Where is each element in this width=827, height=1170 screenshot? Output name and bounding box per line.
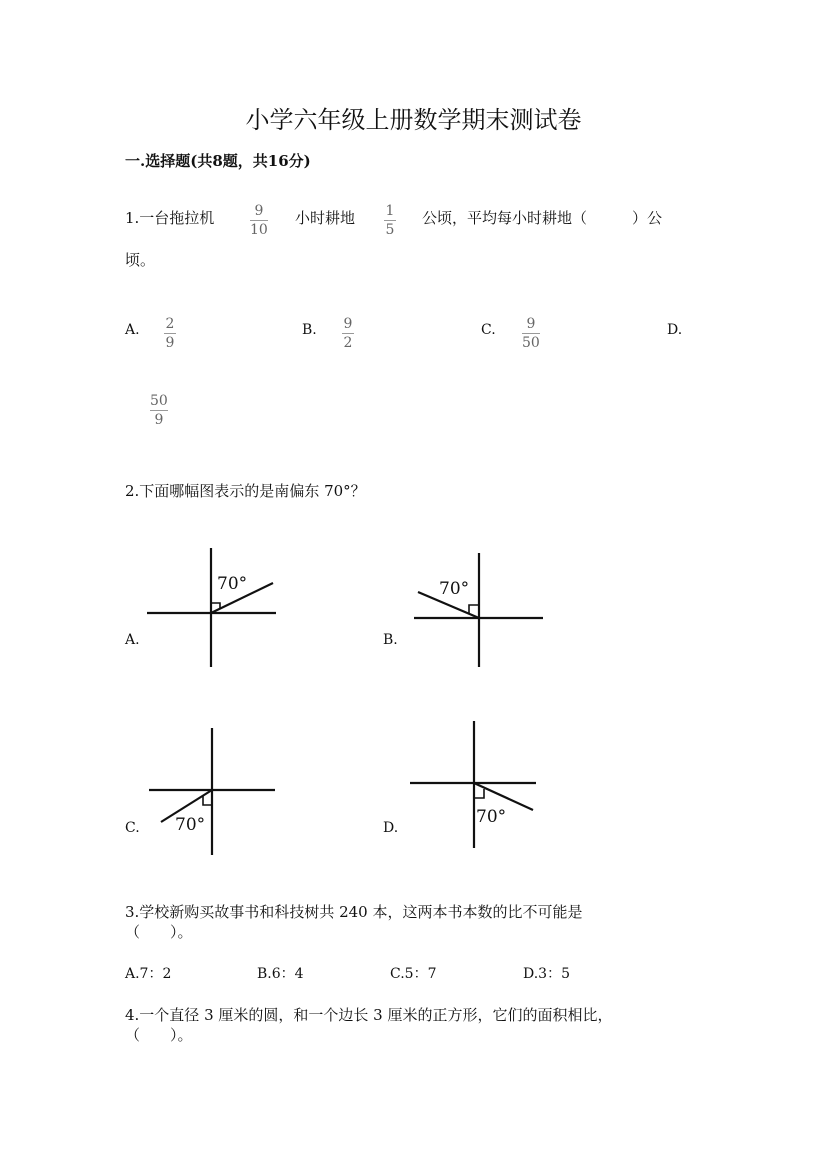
q1-text-middle: 小时耕地 (295, 209, 356, 227)
q1-text-start: 1.一台拖拉机 (125, 209, 215, 227)
q2-option-b-label: B. (383, 632, 398, 648)
angle-mark (203, 796, 212, 805)
fraction-bar (522, 333, 540, 334)
q1-option-d-label: D. (667, 322, 683, 338)
q3-option-b: B.6：4 (257, 966, 304, 982)
fraction-denominator: 10 (250, 222, 268, 238)
angle-label: 70° (476, 807, 507, 827)
q3-text-line1: 3.学校新购买故事书和科技树共 240 本，这两本书本数的比不可能是 (125, 903, 583, 921)
angle-label: 70° (175, 815, 206, 835)
fraction-denominator: 2 (343, 335, 353, 351)
q3-option-a: A.7：2 (125, 966, 172, 982)
fraction-bar (342, 333, 354, 334)
page-title: 小学六年级上册数学期末测试卷 (245, 106, 582, 134)
q2-option-a-label: A. (125, 632, 140, 648)
q3-option-d: D.3：5 (523, 966, 570, 982)
q4-text-line2: （ ）。 (125, 1026, 193, 1044)
q2-option-d-label: D. (383, 820, 399, 836)
fraction-numerator: 9 (343, 316, 353, 332)
q1-text-end: 公顷，平均每小时耕地（ ）公 (422, 209, 663, 227)
fraction-denominator: 9 (154, 412, 164, 428)
q2-text: 2.下面哪幅图表示的是南偏东 70°？ (125, 482, 366, 500)
q1-text-continuation: 顷。 (125, 251, 156, 269)
fraction-numerator: 50 (150, 393, 168, 409)
fraction-denominator: 5 (385, 222, 395, 238)
q2-figure-b (412, 550, 552, 680)
q1-option-a-label: A. (125, 322, 140, 338)
q1-fraction-area (384, 203, 396, 238)
q1-option-b-label: B. (302, 322, 317, 338)
fraction-denominator: 50 (522, 335, 540, 351)
fraction-numerator: 2 (165, 316, 175, 332)
fraction-numerator: 9 (254, 203, 264, 219)
fraction-bar (164, 333, 176, 334)
angle-label: 70° (217, 574, 248, 594)
q2-figure-d (408, 718, 548, 858)
direction-ray (474, 783, 533, 810)
angle-mark (474, 789, 484, 798)
q1-option-d-fraction (150, 393, 168, 428)
q2-figure-a (145, 545, 285, 675)
q1-option-c-fraction (522, 316, 540, 351)
fraction-numerator: 9 (526, 316, 536, 332)
angle-label: 70° (439, 579, 470, 599)
q1-option-b-fraction (342, 316, 354, 351)
q3-option-c: C.5：7 (390, 966, 437, 982)
q2-figure-c (147, 725, 287, 865)
fraction-bar (384, 220, 396, 221)
q1-option-a-fraction (164, 316, 176, 351)
fraction-bar (150, 410, 168, 411)
q4-text-line1: 4.一个直径 3 厘米的圆，和一个边长 3 厘米的正方形，它们的面积相比， (125, 1006, 613, 1024)
fraction-denominator: 9 (165, 335, 175, 351)
q1-fraction-hours (250, 203, 268, 238)
angle-mark (469, 605, 479, 613)
q2-option-c-label: C. (125, 820, 140, 836)
q1-option-c-label: C. (481, 322, 496, 338)
fraction-bar (250, 220, 268, 221)
q3-text-line2: （ ）。 (125, 923, 193, 941)
section-heading: 一.选择题(共8题，共16分) (125, 152, 311, 170)
fraction-numerator: 1 (385, 203, 395, 219)
